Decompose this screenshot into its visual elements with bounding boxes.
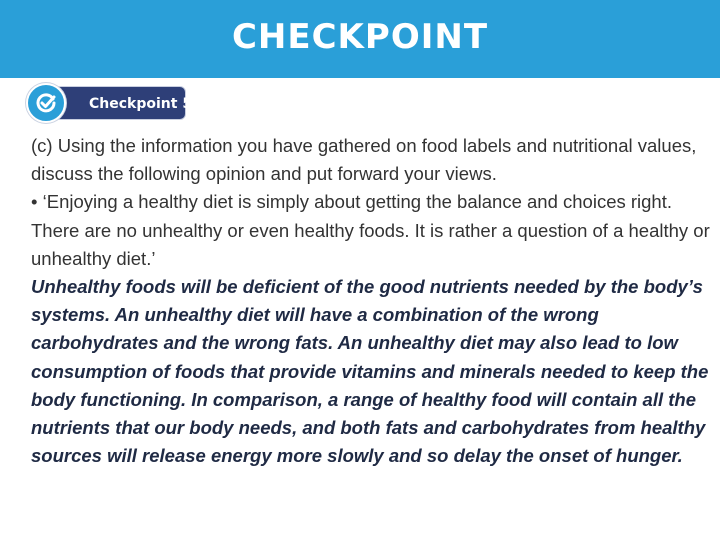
page-title: CHECKPOINT [231, 17, 489, 57]
question-content [31, 132, 713, 470]
check-icon [35, 92, 57, 114]
badge-label: Checkpoint 5 [89, 96, 193, 112]
opinion-quote: • ‘Enjoying a healthy diet is simply about getting the balance and choices right. There are no unhealthy or even healthy foods. It is rather a question of a healthy or unhealthy diet.’ [31, 191, 710, 269]
check-circle-icon [26, 83, 66, 123]
header-banner [0, 0, 720, 78]
answer-text: Unhealthy foods will be deficient of the good nutrients needed by the body’s systems. An unhealthy diet will have a combination of the wrong carbohydrates and the wrong fats. An unhealthy diet may also lead to low consumption of foods that provide vitamins and minerals needed to keep the body functioning. In comparison, a range of healthy food will contain all the nutrients that our body needs, and both fats and carbohydrates from healthy sources will release energy more slowly and so delay the onset of hunger. [31, 276, 709, 467]
question-prompt: (c) Using the information you have gathered on food labels and nutritional values, discuss the following opinion and put forward your views. [31, 135, 697, 185]
checkpoint-badge [26, 83, 193, 123]
